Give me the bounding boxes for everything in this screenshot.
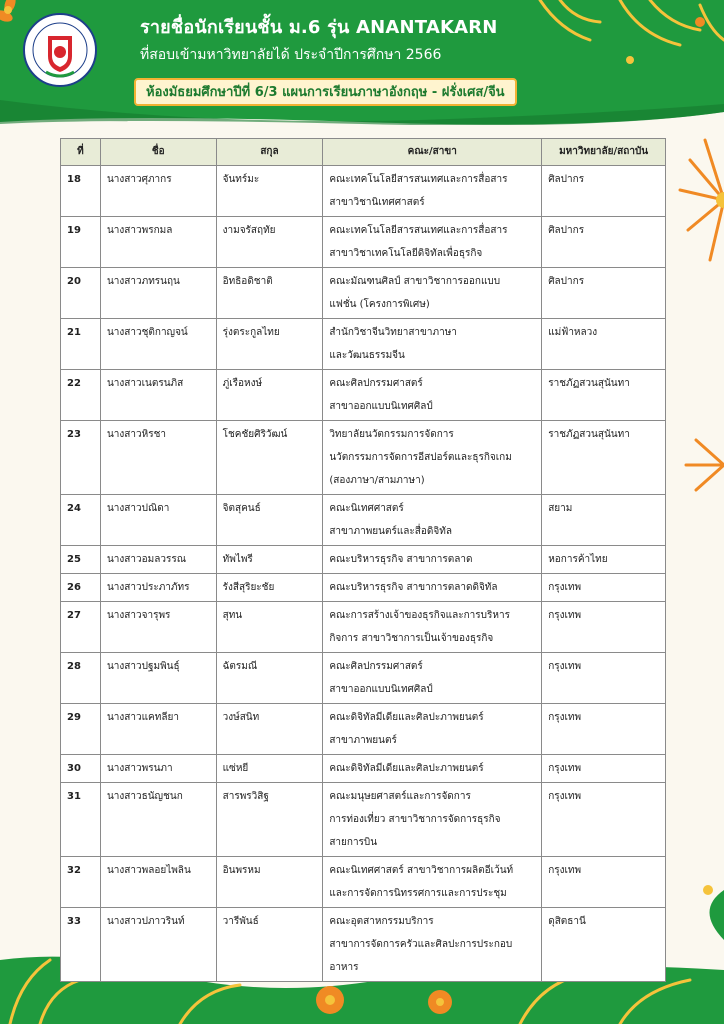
row-number: 26 [61,574,101,602]
faculty-line: สาขาภาพยนตร์ [329,735,397,746]
row-number: 31 [61,783,101,857]
faculty-line: สาขาภาพยนตร์และสื่อดิจิทัล [329,526,452,537]
university-cell: ราชภัฏสวนสุนันทา [542,370,666,421]
faculty-cell [323,704,542,755]
faculty-cell [323,421,542,495]
faculty-line: สาขาการจัดการครัวและศิลปะการประกอบ [329,939,513,950]
table-row [61,704,666,755]
faculty-line: คณะศิลปกรรมศาสตร์ [329,661,423,672]
table-row [61,908,666,982]
last-name-cell: อินพรหม [216,857,323,908]
university-cell: ดุสิตธานี [542,908,666,982]
faculty-line: คณะเทคโนโลยีสารสนเทศและการสื่อสาร [329,225,508,236]
table-row [61,857,666,908]
first-name-cell: นางสาวพรนภา [100,755,216,783]
faculty-line: แฟชั่น (โครงการพิเศษ) [329,299,430,310]
university-cell: กรุงเทพ [542,857,666,908]
table-row [61,319,666,370]
first-name-cell: นางสาวหิรชา [100,421,216,495]
faculty-line: คณะนิเทศศาสตร์ สาขาวิชาการผลิตอีเว้นท์ [329,865,514,876]
last-name-cell: รังสีสุริยะชัย [216,574,323,602]
row-number: 25 [61,546,101,574]
university-cell: ศิลปากร [542,268,666,319]
faculty-cell [323,319,542,370]
last-name-cell: งามจรัสฤทัย [216,217,323,268]
table-row [61,653,666,704]
faculty-line: สายการบิน [329,837,378,848]
first-name-cell: นางสาวปภาวรินท์ [100,908,216,982]
last-name-cell: ทัพไพรี [216,546,323,574]
orange-flower-small-icon [676,430,724,500]
faculty-cell [323,546,542,574]
faculty-cell [323,602,542,653]
table-row [61,574,666,602]
header-university: มหาวิทยาลัย/สถาบัน [542,139,666,166]
university-cell: กรุงเทพ [542,602,666,653]
last-name-cell: จิตสุคนธ์ [216,495,323,546]
row-number: 28 [61,653,101,704]
last-name-cell: แซ่หยี [216,755,323,783]
faculty-line: คณะบริหารธุรกิจ สาขาการตลาดดิจิทัล [329,582,498,593]
last-name-cell: รุ่งตระกูลไทย [216,319,323,370]
faculty-line: นวัตกรรมการจัดการอีสปอร์ตและธุรกิจเกม [329,452,512,463]
university-cell: ศิลปากร [542,166,666,217]
university-cell: กรุงเทพ [542,704,666,755]
faculty-line: คณะเทคโนโลยีสารสนเทศและการสื่อสาร [329,174,508,185]
faculty-cell [323,495,542,546]
faculty-cell [323,217,542,268]
header-last-name: สกุล [216,139,323,166]
first-name-cell: นางสาวประภาภัทร [100,574,216,602]
row-number: 27 [61,602,101,653]
table-row [61,421,666,495]
first-name-cell: นางสาวเนตรนภิส [100,370,216,421]
faculty-line: คณะการสร้างเจ้าของธุรกิจและการบริหาร [329,610,510,621]
row-number: 24 [61,495,101,546]
faculty-line: และการจัดการนิทรรศการและการประชุม [329,888,507,899]
university-cell: กรุงเทพ [542,783,666,857]
first-name-cell: นางสาวจารุพร [100,602,216,653]
row-number: 21 [61,319,101,370]
faculty-cell [323,653,542,704]
leaf-decoration-icon [520,0,724,80]
last-name-cell: สารพรวิสิฐ [216,783,323,857]
table-row [61,166,666,217]
title-line-1: รายชื่อนักเรียนชั้น ม.6 รุ่น ANANTAKARN [140,17,498,38]
first-name-cell: นางสาวอมลวรรณ [100,546,216,574]
table-header-row [61,139,666,166]
orange-flower-icon [670,120,724,280]
first-name-cell: นางสาวชุติกาญจน์ [100,319,216,370]
first-name-cell: นางสาวธนัญชนก [100,783,216,857]
row-number: 18 [61,166,101,217]
row-number: 22 [61,370,101,421]
first-name-cell: นางสาวภทรนฤน [100,268,216,319]
table-body [61,166,666,982]
last-name-cell: อิทธิอดิชาติ [216,268,323,319]
university-cell: กรุงเทพ [542,755,666,783]
school-emblem-icon [22,12,98,88]
first-name-cell: นางสาวพลอยไพลิน [100,857,216,908]
first-name-cell: นางสาวแคทลียา [100,704,216,755]
faculty-line: สาขาออกแบบนิเทศศิลป์ [329,684,433,695]
table-row [61,495,666,546]
faculty-line: อาหาร [329,962,359,973]
university-cell: ศิลปากร [542,217,666,268]
header-no: ที่ [61,139,101,166]
faculty-cell [323,268,542,319]
faculty-cell [323,370,542,421]
faculty-line: คณะมัณฑนศิลป์ สาขาวิชาการออกแบบ [329,276,501,287]
first-name-cell: นางสาวศุภากร [100,166,216,217]
table-row [61,546,666,574]
faculty-line: คณะดิจิทัลมีเดียและศิลปะภาพยนตร์ [329,712,484,723]
title-line-2: ที่สอบเข้ามหาวิทยาลัยได้ ประจำปีการศึกษา 2566 [140,47,442,63]
university-cell: แม่ฟ้าหลวง [542,319,666,370]
faculty-cell [323,166,542,217]
faculty-line: คณะศิลปกรรมศาสตร์ [329,378,423,389]
faculty-line: คณะบริหารธุรกิจ สาขาการตลาด [329,554,473,565]
row-number: 33 [61,908,101,982]
row-number: 23 [61,421,101,495]
faculty-line: คณะดิจิทัลมีเดียและศิลปะภาพยนตร์ [329,763,484,774]
last-name-cell: โชคชัยศิริวัฒน์ [216,421,323,495]
faculty-line: วิทยาลัยนวัตกรรมการจัดการ [329,429,454,440]
university-cell: สยาม [542,495,666,546]
last-name-cell: วงษ์สนิท [216,704,323,755]
table-row [61,755,666,783]
student-table [60,138,666,982]
row-number: 29 [61,704,101,755]
faculty-line: การท่องเที่ยว สาขาวิชาการจัดการธุรกิจ [329,814,501,825]
university-cell: กรุงเทพ [542,653,666,704]
faculty-line: สาขาออกแบบนิเทศศิลป์ [329,401,433,412]
row-number: 32 [61,857,101,908]
last-name-cell: ภู่เรือหงษ์ [216,370,323,421]
table-row [61,217,666,268]
faculty-line: และวัฒนธรรมจีน [329,350,405,361]
last-name-cell: ฉัตรมณี [216,653,323,704]
faculty-line: คณะมนุษยศาสตร์และการจัดการ [329,791,471,802]
faculty-line: คณะนิเทศศาสตร์ [329,503,404,514]
faculty-line: (สองภาษา/สามภาษา) [329,475,425,486]
row-number: 19 [61,217,101,268]
table-row [61,602,666,653]
first-name-cell: นางสาวปณิดา [100,495,216,546]
faculty-line: คณะอุตสาหกรรมบริการ [329,916,434,927]
faculty-line: สาขาวิชานิเทศศาสตร์ [329,197,425,208]
university-cell: ราชภัฏสวนสุนันทา [542,421,666,495]
class-subtitle: ห้องมัธยมศึกษาปีที่ 6/3 แผนการเรียนภาษาอังกฤษ - ฝรั่งเศส/จีน [134,78,517,106]
faculty-cell [323,857,542,908]
last-name-cell: จันทร์มะ [216,166,323,217]
table-row [61,783,666,857]
row-number: 20 [61,268,101,319]
faculty-cell [323,755,542,783]
faculty-cell [323,574,542,602]
faculty-line: สาขาวิชาเทคโนโลยีดิจิทัลเพื่อธุรกิจ [329,248,483,259]
faculty-line: กิจการ สาขาวิชาการเป็นเจ้าของธุรกิจ [329,633,494,644]
table-row [61,268,666,319]
faculty-cell [323,908,542,982]
header-faculty: คณะ/สาขา [323,139,542,166]
first-name-cell: นางสาวปฐมพินธุ์ [100,653,216,704]
faculty-line: สำนักวิชาจีนวิทยาสาขาภาษา [329,327,457,338]
university-cell: หอการค้าไทย [542,546,666,574]
table-row [61,370,666,421]
first-name-cell: นางสาวพรกมล [100,217,216,268]
university-cell: กรุงเทพ [542,574,666,602]
last-name-cell: สุทน [216,602,323,653]
faculty-cell [323,783,542,857]
header-first-name: ชื่อ [100,139,216,166]
last-name-cell: วารีพันธ์ [216,908,323,982]
row-number: 30 [61,755,101,783]
